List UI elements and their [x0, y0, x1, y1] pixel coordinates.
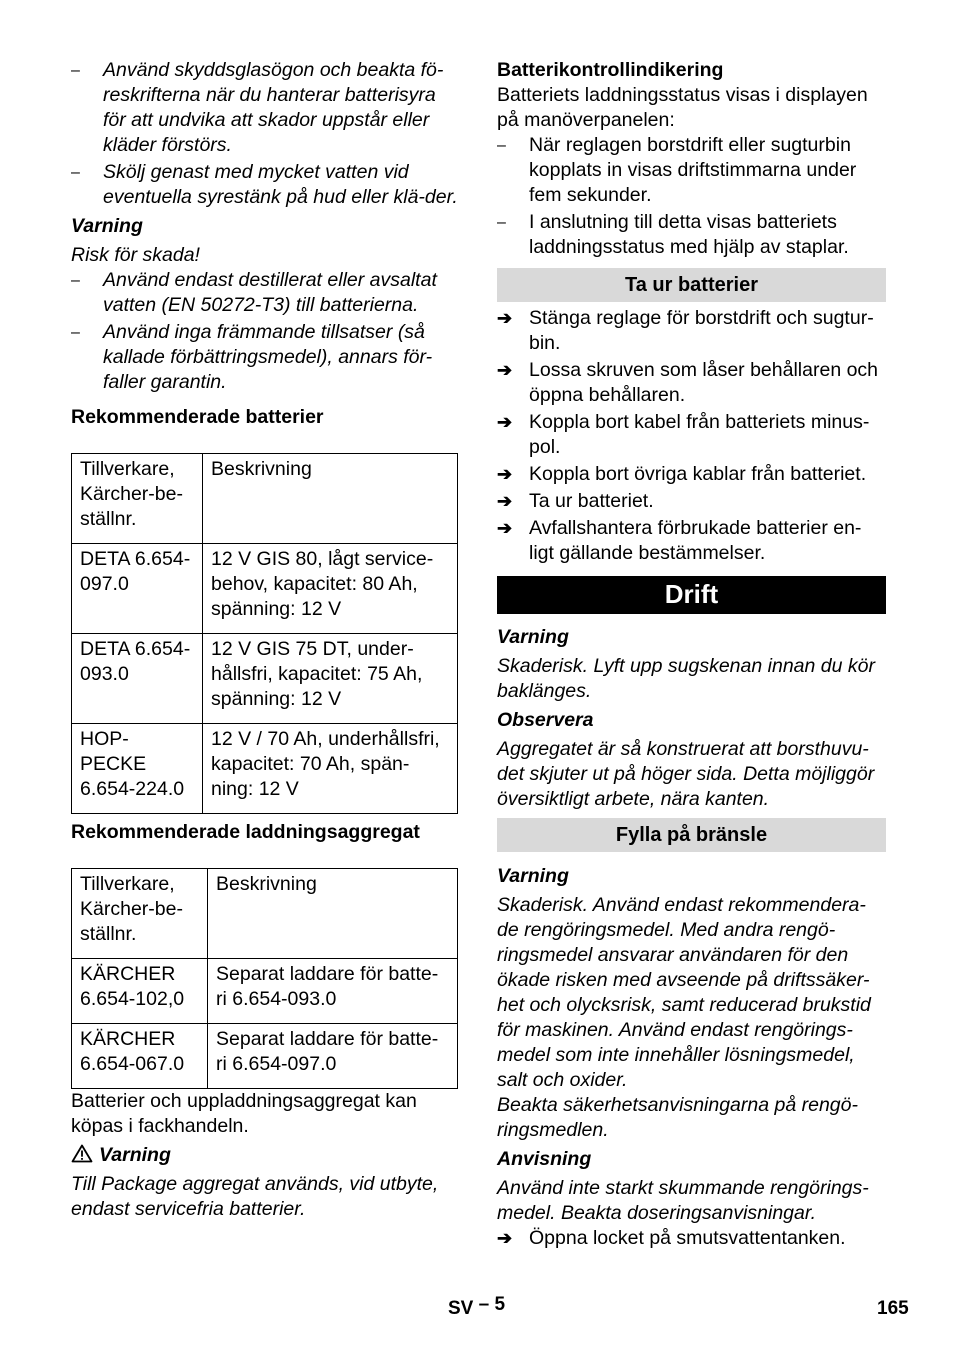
table-cell: DETA 6.654-093.0 — [72, 634, 203, 724]
warning-heading: Varning — [497, 865, 569, 887]
footer-section: – 5 — [478, 1294, 506, 1315]
warning-text: Till Package aggregat används, vid utbyte, endast servicefria batterier. — [71, 1173, 439, 1220]
table-header-row — [72, 454, 458, 544]
list-item: ➔ Öppna locket på smutsvattentanken. — [497, 1227, 846, 1249]
hint-text: Använd inte starkt skummande rengörings-medel. Beakta doseringsanvisningar. — [497, 1177, 869, 1224]
table-row — [72, 634, 458, 724]
arrow-right-icon: ➔ — [497, 1228, 513, 1248]
list-item: ➔ Avfallshantera förbrukade batterier en-ligt gällande bestämmelser. — [497, 517, 862, 564]
arrow-right-icon: ➔ — [497, 518, 513, 538]
list-item: – När reglagen borstdrift eller sugturbin kopplats in visas driftstimmarna under fem sekunder. — [497, 133, 886, 208]
body-text: Batteriets laddningsstatus visas i displayen på manöverpanelen: — [497, 84, 868, 131]
table-cell: Beskrivning — [203, 454, 458, 544]
body-text: Batterier och uppladdningsaggregat kan köpas i fackhandeln. — [71, 1090, 417, 1137]
table-cell: KÄRCHER 6.654-102,0 — [72, 959, 208, 1024]
table-cell: Beskrivning — [208, 869, 458, 959]
warning-triangle-icon — [71, 1144, 93, 1163]
table-cell: HOP-PECKE 6.654-224.0 — [72, 724, 203, 814]
section-heading: Batterikontrollindikering — [497, 59, 724, 81]
table-cell: Separat laddare för batte-ri 6.654-093.0 — [208, 959, 458, 1024]
section-heading: Rekommenderade laddningsaggregat — [71, 821, 420, 843]
footer-section-label — [448, 1296, 505, 1321]
arrow-right-icon: ➔ — [497, 360, 513, 380]
section-bar: Ta ur batterier — [497, 268, 886, 302]
table-row — [72, 544, 458, 634]
table-cell: KÄRCHER 6.654-067.0 — [72, 1024, 208, 1089]
table-row — [72, 1024, 458, 1089]
steps-list — [497, 306, 886, 566]
page-number: 165 — [877, 1298, 909, 1319]
warning-text: Skaderisk. Lyft upp sugskenan innan du kör baklänges. — [497, 655, 875, 702]
arrow-right-icon: ➔ — [497, 308, 513, 328]
arrow-right-icon: ➔ — [497, 464, 513, 484]
table-cell: Separat laddare för batte-ri 6.654-097.0 — [208, 1024, 458, 1089]
list-item: ➔ Koppla bort kabel från batteriets minus-pol. — [497, 411, 870, 458]
warning-text: Risk för skada! — [71, 244, 200, 266]
hint-heading: Anvisning — [497, 1148, 592, 1170]
arrow-right-icon: ➔ — [497, 412, 513, 432]
list-item: – Skölj genast med mycket vatten vid eventuella syrestänk på hud eller klä-der. — [71, 160, 458, 210]
warning-heading — [71, 1143, 458, 1168]
note-text: Aggregatet är så konstruerat att borsthuvu-det skjuter ut på höger sida. Detta möjliggör översiktligt arbete, nära kanten. — [497, 738, 875, 810]
table-row — [72, 959, 458, 1024]
table-cell: 12 V / 70 Ah, underhållsfri, kapacitet: 70 Ah, spän-ning: 12 V — [203, 724, 458, 814]
list-item: ➔ Lossa skruven som låser behållaren och öppna behållaren. — [497, 359, 879, 406]
section-heading: Rekommenderade batterier — [71, 406, 324, 428]
charger-table — [71, 868, 458, 1089]
table-cell: Tillverkare, Kärcher-be-ställnr. — [72, 869, 208, 959]
table-row — [72, 724, 458, 814]
arrow-right-icon: ➔ — [497, 491, 513, 511]
list-item: ➔ Ta ur batteriet. — [497, 490, 654, 512]
battery-table — [71, 453, 458, 814]
chapter-heading: Drift — [497, 576, 886, 614]
table-cell: 12 V GIS 80, lågt service-behov, kapacitet: 80 Ah, spänning: 12 V — [203, 544, 458, 634]
list-item: – I anslutning till detta visas batteriets laddningsstatus med hjälp av staplar. — [497, 210, 886, 260]
warning-text: Skaderisk. Använd endast rekommendera-de rengöringsmedel. Med andra rengö-ringsmedel ansvarar användaren för den ökade risken med avseende på driftssäker-het och olycksrisk, samt reducerad brukstid för maskinen. Använd endast rengörings-medel som inte innehåller lösningsmedel, salt och oxider. — [497, 894, 871, 1091]
list-item: ➔ Koppla bort övriga kablar från batteriet. — [497, 463, 867, 485]
table-header-row — [72, 869, 458, 959]
warning-heading: Varning — [497, 626, 569, 648]
left-column — [71, 58, 458, 1222]
list-item: ➔ Stänga reglage för borstdrift och sugtur-bin. — [497, 307, 874, 354]
table-cell: Tillverkare, Kärcher-be-ställnr. — [72, 454, 203, 544]
table-cell: 12 V GIS 75 DT, under-hållsfri, kapacitet: 75 Ah, spänning: 12 V — [203, 634, 458, 724]
list-item: – Använd endast destillerat eller avsaltat vatten (EN 50272-T3) till batterierna. — [71, 268, 458, 318]
warning-heading-label: Varning — [99, 1144, 171, 1166]
section-bar: Fylla på bränsle — [497, 818, 886, 852]
table-cell: DETA 6.654-097.0 — [72, 544, 203, 634]
warning-text: Beakta säkerhetsanvisningarna på rengö-ringsmedlen. — [497, 1094, 858, 1141]
warning-heading: Varning — [71, 215, 143, 237]
note-heading: Observera — [497, 709, 594, 731]
list-item: – Använd skyddsglasögon och beakta fö-reskrifterna när du hanterar batterisyra för att undvika att skador uppstår eller kläder förstörs. — [71, 58, 458, 158]
footer-lang: SV — [448, 1298, 474, 1319]
list-item: – Använd inga främmande tillsatser (så kallade förbättringsmedel), annars för-faller garantin. — [71, 320, 458, 395]
right-column — [497, 58, 886, 1251]
